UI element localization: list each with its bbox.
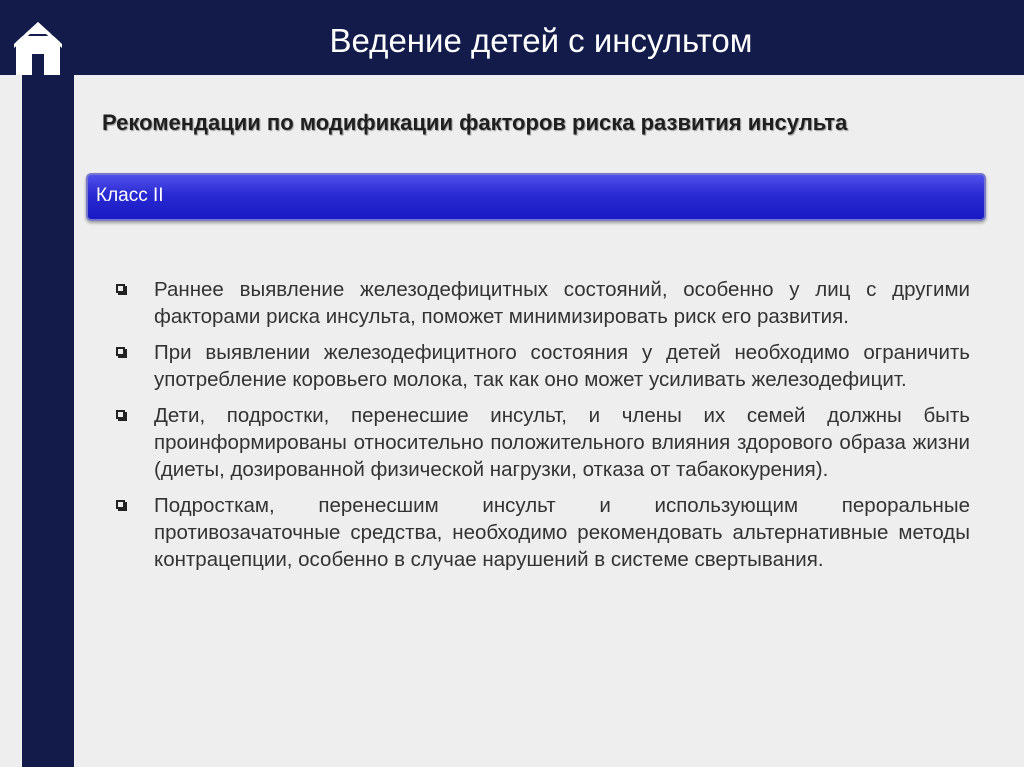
- checkbox-bullet-icon: [116, 284, 125, 293]
- checkbox-bullet-icon: [116, 500, 125, 509]
- list-item: [110, 339, 970, 393]
- class-label: Класс II: [96, 185, 164, 206]
- list-item: [110, 492, 970, 573]
- checkbox-bullet-icon: [116, 347, 125, 356]
- list-item-text: Раннее выявление железодефицитных состояний, особенно у лиц с другими факторами риска инсульта, поможет минимизировать риск его развития.: [154, 278, 970, 328]
- page-title: Ведение детей с инсультом: [329, 22, 753, 59]
- list-item: [110, 402, 970, 483]
- list-item-text: При выявлении железодефицитного состояния у детей необходимо ограничить употребление коровьего молока, так как оно может усиливать железодефицит.: [154, 341, 970, 391]
- checkbox-bullet-icon: [116, 410, 125, 419]
- slide-subtitle: Рекомендации по модификации факторов риска развития инсульта: [102, 110, 848, 135]
- list-item-text: Подросткам, перенесшим инсульт и использующим пероральные противозачаточные средства, необходимо рекомендовать альтернативные методы контрацепции, особенно в случае нарушений в системе свертывания.: [154, 494, 970, 571]
- list-item: [110, 276, 970, 330]
- list-item-text: Дети, подростки, перенесшие инсульт, и члены их семей должны быть проинформированы относительно положительного влияния здорового образа жизни (диеты, дозированной физической нагрузки, отказа от табакокурения).: [154, 404, 970, 481]
- left-sidebar-bar: [22, 75, 74, 767]
- class-banner: [86, 173, 986, 221]
- recommendation-list: [110, 276, 970, 582]
